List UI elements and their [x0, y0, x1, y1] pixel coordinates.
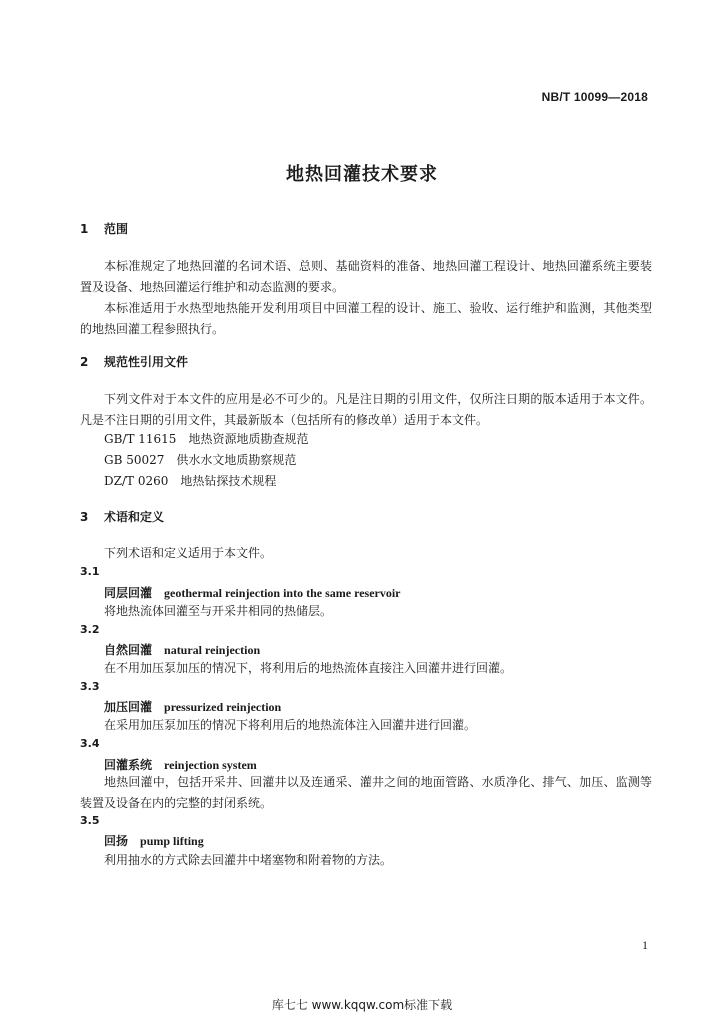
- standard-code: NB/T 10099—2018: [541, 90, 648, 104]
- clause-number: 3.4: [80, 737, 100, 750]
- footer-watermark: 库七七 www.kqqw.com标准下载: [271, 998, 453, 1012]
- section-number: 1: [80, 222, 89, 236]
- term-heading: [104, 584, 401, 601]
- term-english: geothermal reinjection into the same reservoir: [164, 586, 401, 600]
- term-heading: [104, 832, 204, 849]
- section-title: 规范性引用文件: [104, 355, 189, 369]
- reference-item: GB/T 11615 地热资源地质勘查规范: [104, 432, 309, 446]
- clause-number: 3.3: [80, 680, 100, 693]
- term-chinese: 自然回灌: [104, 643, 153, 657]
- term-english: reinjection system: [164, 758, 257, 772]
- term-definition: 将地热流体回灌至与开采井相同的热储层。: [104, 604, 333, 618]
- clause-number: 3.5: [80, 814, 100, 827]
- term-chinese: 加压回灌: [104, 700, 153, 714]
- term-heading: [104, 756, 257, 773]
- terms-intro: 下列术语和定义适用于本文件。: [104, 546, 273, 560]
- scope-paragraph-2: 本标准适用于水热型地热能开发利用项目中回灌工程的设计、施工、验收、运行维护和监测，其他类型的地热回灌工程参照执行。: [80, 301, 652, 336]
- section-1-heading: [80, 220, 128, 237]
- term-heading: [104, 641, 260, 658]
- page-number: 1: [642, 938, 648, 952]
- term-english: pump lifting: [140, 834, 204, 848]
- section-title: 术语和定义: [104, 510, 165, 524]
- term-chinese: 回灌系统: [104, 758, 153, 772]
- term-chinese: 回扬: [104, 834, 129, 848]
- term-definition: 利用抽水的方式除去回灌井中堵塞物和附着物的方法。: [104, 853, 393, 867]
- term-english: natural reinjection: [164, 643, 261, 657]
- reference-item: GB 50027 供水水文地质勘察规范: [104, 453, 297, 467]
- scope-paragraph-1: 本标准规定了地热回灌的名词术语、总则、基础资料的准备、地热回灌工程设计、地热回灌系统主要装置及设备、地热回灌运行维护和动态监测的要求。: [80, 259, 652, 294]
- term-chinese: 同层回灌: [104, 586, 153, 600]
- clause-number: 3.2: [80, 623, 100, 636]
- document-title: 地热回灌技术要求: [286, 164, 438, 185]
- clause-number: 3.1: [80, 565, 100, 578]
- term-heading: [104, 698, 281, 715]
- term-definition: 地热回灌中，包括开采井、回灌井以及连通采、灌井之间的地面管路、水质净化、排气、加压、监测等装置及设备在内的完整的封闭系统。: [80, 775, 652, 810]
- section-number: 3: [80, 510, 89, 524]
- reference-item: DZ/T 0260 地热钻探技术规程: [104, 474, 277, 488]
- term-definition: 在不用加压泵加压的情况下，将利用后的地热流体直接注入回灌井进行回灌。: [104, 661, 513, 675]
- references-intro: 下列文件对于本文件的应用是必不可少的。凡是注日期的引用文件，仅所注日期的版本适用于本文件。凡是不注日期的引用文件，其最新版本（包括所有的修改单）适用于本文件。: [80, 392, 652, 427]
- term-definition: 在采用加压泵加压的情况下将利用后的地热流体注入回灌井进行回灌。: [104, 718, 477, 732]
- section-title: 范围: [104, 222, 129, 236]
- section-2-heading: [80, 353, 188, 370]
- section-number: 2: [80, 355, 89, 369]
- section-3-heading: [80, 508, 164, 525]
- term-english: pressurized reinjection: [164, 700, 282, 714]
